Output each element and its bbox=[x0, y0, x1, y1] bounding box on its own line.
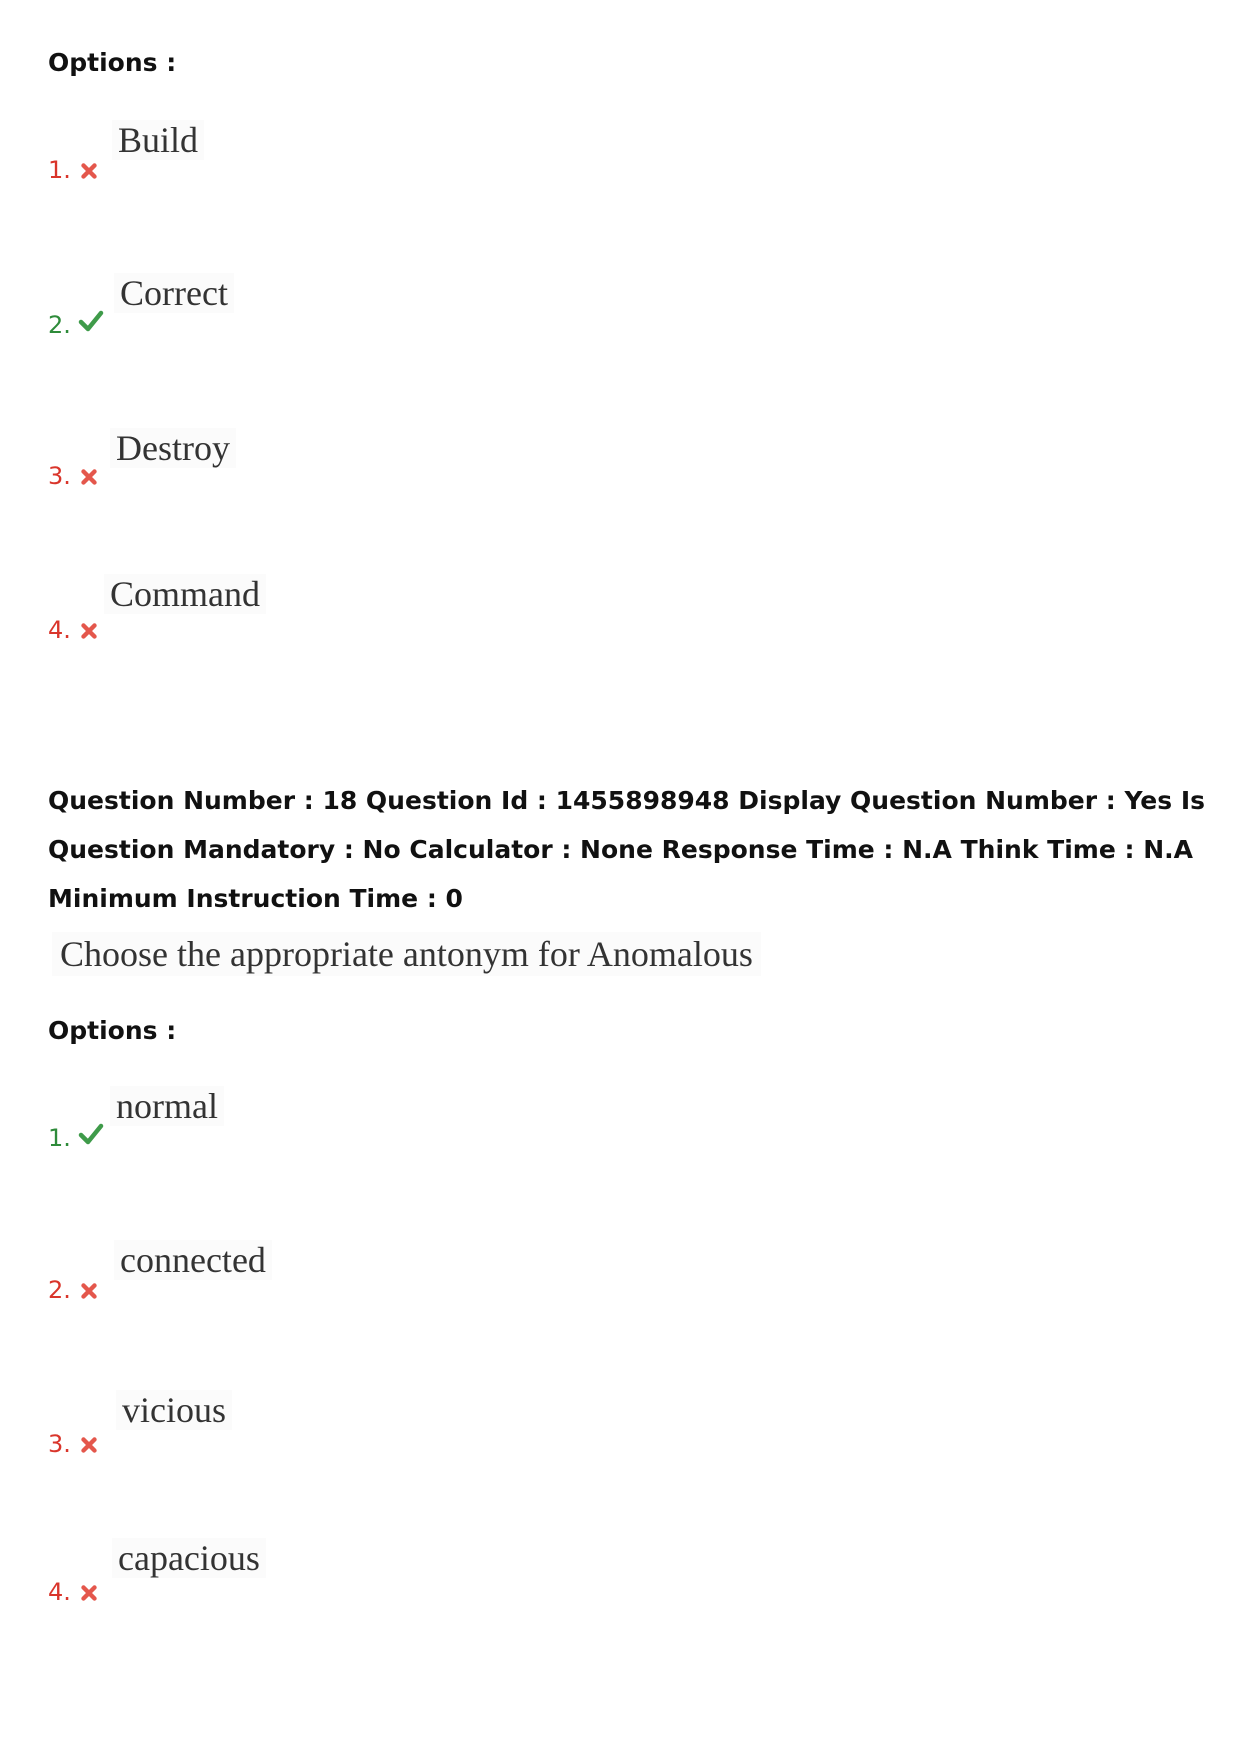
option-number: 1. bbox=[48, 1124, 71, 1152]
option-number: 1. bbox=[48, 156, 71, 184]
option-1 bbox=[48, 1084, 748, 1194]
option-number: 2. bbox=[48, 311, 71, 339]
option-4 bbox=[48, 1538, 748, 1648]
cross-icon bbox=[78, 1582, 100, 1604]
option-text: Command bbox=[104, 574, 266, 614]
option-number: 2. bbox=[48, 1276, 71, 1304]
option-text: connected bbox=[114, 1240, 272, 1280]
question-meta: Question Number : 18 Question Id : 1455898948 Display Question Number : Yes Is Question Mandatory : No Calculator : None Response Time : N.A Think Time : N.A Minimum Instruction Time : 0 bbox=[48, 786, 1206, 913]
option-1 bbox=[48, 118, 748, 228]
option-text: Build bbox=[112, 120, 204, 160]
option-2 bbox=[48, 273, 748, 383]
cross-icon bbox=[78, 620, 100, 642]
options-label: Options : bbox=[48, 1016, 177, 1045]
option-text: vicious bbox=[116, 1390, 232, 1430]
option-number: 4. bbox=[48, 616, 71, 644]
option-2 bbox=[48, 1240, 748, 1350]
option-text: Destroy bbox=[110, 428, 236, 468]
options-label: Options : bbox=[48, 48, 177, 77]
option-3 bbox=[48, 428, 748, 538]
cross-icon bbox=[78, 160, 100, 182]
option-number: 3. bbox=[48, 1430, 71, 1458]
option-number: 3. bbox=[48, 462, 71, 490]
question-text: Choose the appropriate antonym for Anomalous bbox=[52, 932, 761, 976]
cross-icon bbox=[78, 1434, 100, 1456]
option-text: normal bbox=[110, 1086, 224, 1126]
cross-icon bbox=[78, 1280, 100, 1302]
option-text: capacious bbox=[112, 1538, 266, 1578]
option-text: Correct bbox=[114, 273, 234, 313]
check-icon bbox=[78, 1122, 104, 1146]
option-number: 4. bbox=[48, 1578, 71, 1606]
option-3 bbox=[48, 1390, 748, 1500]
check-icon bbox=[78, 309, 104, 333]
cross-icon bbox=[78, 466, 100, 488]
option-4 bbox=[48, 574, 748, 684]
